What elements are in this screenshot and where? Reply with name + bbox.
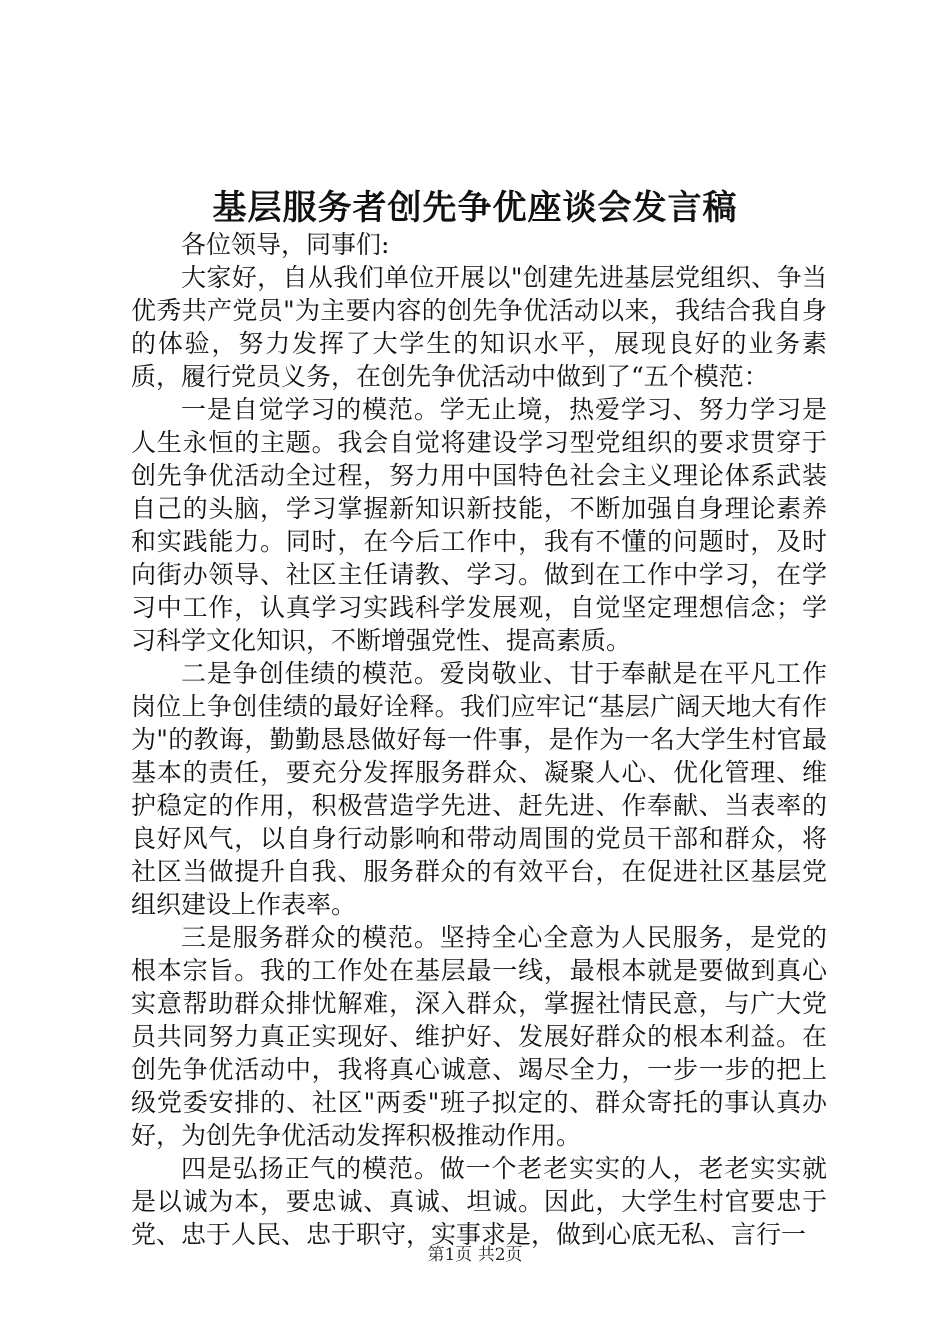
body-paragraph: 一是自觉学习的模范。学无止境，热爱学习、努力学习是人生永恒的主题。我会自觉将建设学习型党组织的要求贯穿于创先争优活动全过程，努力用中国特色社会主义理论体系武装自己的头脑，学习掌握新知识新技能，不断加强自身理论素养和实践能力。同时，在今后工作中，我有不懂的问题时，及时向街办领导、社区主任请教、学习。做到在工作中学习，在学习中工作，认真学习实践科学发展观，自觉坚定理想信念；学习科学文化知识，不断增强党性、提高素质。 <box>131 395 827 655</box>
body-paragraph: 二是争创佳绩的模范。爱岗敬业、甘于奉献是在平凡工作岗位上争创佳绩的最好诠释。我们应牢记“基层广阔天地大有作为"的教诲，勤勤恳恳做好每一件事，是作为一名大学生村官最基本的责任，要充分发挥服务群众、凝聚人心、优化管理、维护稳定的作用，积极营造学先进、赶先进、作奉献、当表率的良好风气，以自身行动影响和带动周围的党员干部和群众，将社区当做提升自我、服务群众的有效平台，在促进社区基层党组织建设上作表率。 <box>131 659 827 919</box>
document-title: 基层服务者创先争优座谈会发言稿 <box>212 188 738 228</box>
body-paragraph: 大家好，自从我们单位开展以"创建先进基层党组织、争当优秀共产党员"为主要内容的创先争优活动以来，我结合我自身的体验，努力发挥了大学生的知识水平，展现良好的业务素质，履行党员义务，在创先争优活动中做到了“五个模范： <box>131 263 827 391</box>
document-body <box>131 228 827 1251</box>
page-footer: 第1页 共2页 <box>427 1245 523 1265</box>
body-paragraph: 三是服务群众的模范。坚持全心全意为人民服务，是党的根本宗旨。我的工作处在基层最一线，最根本就是要做到真心实意帮助群众排忧解难，深入群众，掌握社情民意，与广大党员共同努力真正实现好、维护好、发展好群众的根本利益。在创先争优活动中，我将真心诚意、竭尽全力，一步一步的把上级党委安排的、社区"两委"班子拟定的、群众寄托的事认真办好，为创先争优活动发挥积极推动作用。 <box>131 923 827 1150</box>
greeting-paragraph: 各位领导，同事们: <box>181 230 390 259</box>
body-paragraph: 四是弘扬正气的模范。做一个老老实实的人，老老实实就是以诚为本，要忠诚、真诚、坦诚。因此，大学生村官要忠于党、忠于人民、忠于职守，实事求是，做到心底无私、言行一 <box>131 1154 827 1249</box>
